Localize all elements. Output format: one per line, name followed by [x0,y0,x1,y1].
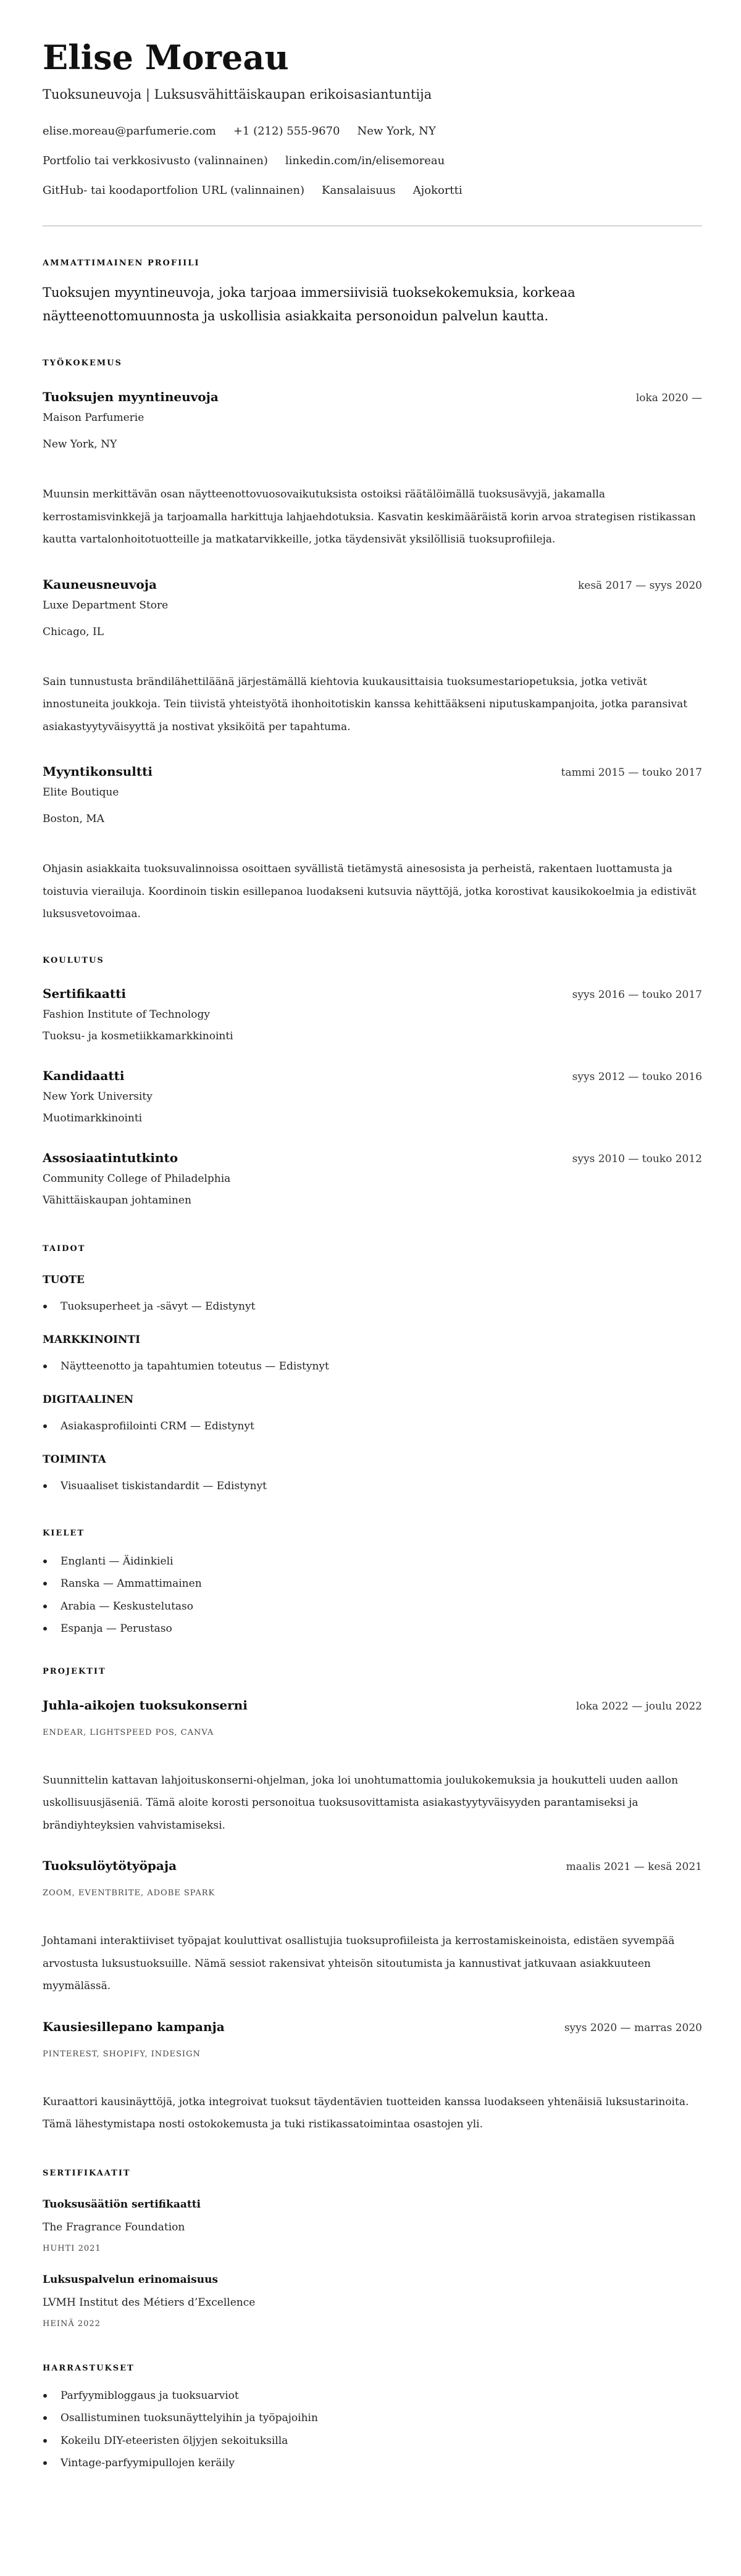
certifications-section [43,2167,702,2332]
skill-category: TOIMINTA [43,1453,106,1466]
project-description: Suunnittelin kattavan lahjoituskonserni-ohjelman, joka loi unohtumattomia joulukokemuksia ja houkutteli uuden aallon uskollisuusjäseniä. Tämä aloite korosti personoitua tuoksusovittamista asiakastyytyväisyyden parantamiseksi ja brändiyhteyksien vahvistamiseksi. [43,1774,679,1832]
contact-row [43,117,702,146]
education-entry [43,1067,702,1129]
project-entry [43,1697,702,1837]
education-header [43,985,702,1002]
job-header [43,388,702,405]
experience-section [43,357,702,926]
skill-item: Näytteenotto ja tapahtumien toteutus — Edistynyt [43,1357,702,1376]
profile-summary: Tuoksujen myyntineuvoja, joka tarjoaa immersiivisiä tuoksekokemuksia, korkeaa näytteenottomuunnosta ja uskollisia asiakkaita personoidun palvelun kautta. [43,285,576,323]
job-location: Chicago, IL [43,625,104,638]
section-heading: AMMATTIMAINEN PROFIILI [43,259,200,268]
project-dates: syys 2020 — marras 2020 [564,2021,702,2034]
language-item: Espanja — Perustaso [43,1618,702,1640]
header-divider [43,225,702,226]
resume-header [43,38,702,226]
school: Community College of Philadelphia [43,1172,231,1185]
project-tech: ZOOM, EVENTBRITE, ADOBE SPARK [43,1888,216,1898]
resume [43,38,702,2475]
education-dates: syys 2016 — touko 2017 [572,988,702,1001]
job-title: Tuoksujen myyntineuvoja [43,389,219,404]
github-link[interactable]: GitHub- tai koodaportfolion URL (valinnainen) [43,184,304,197]
job-description: Ohjasin asiakkaita tuoksuvalinnoissa osoittaen syvällistä tietämystä ainesosista ja perheistä, rakentaen luottamusta ja toistuvia vierailuja. Koordinoin tiskin esillepanoa luodakseni kutsuvia näyttöjä, jotka korostivat kausikokoelmia ja edistivät luksusvetovoimaa. [43,863,697,920]
company: Elite Boutique [43,786,119,799]
certification-title: Luksuspalvelun erinomaisuus [43,2273,218,2286]
project-title: Tuoksulöytötyöpaja [43,1858,177,1873]
skill-category: TUOTE [43,1273,85,1286]
job-entry [43,576,702,739]
project-description: Johtamani interaktiiviset työpajat kouluttivat osallistujia tuoksuprofiileista ja kerrostamiskeinoista, edistäen syvempää arvostusta luksustuoksuille. Nämä sessiot rakensivat yhteisön sitoutumista ja kannustivat jatkuvaan asiakkuuteen myymälässä. [43,1935,675,1992]
skill-item: Asiakasprofiilointi CRM — Edistynyt [43,1417,702,1435]
skill-list [43,1477,702,1495]
project-header [43,2018,702,2035]
languages-section [43,1527,702,1640]
job-location: Boston, MA [43,813,104,825]
email-link[interactable]: elise.moreau@parfumerie.com [43,125,216,138]
project-dates: loka 2022 — joulu 2022 [576,1700,702,1713]
skill-item: Tuoksuperheet ja -sävyt — Edistynyt [43,1297,702,1316]
candidate-name: Elise Moreau [43,38,289,77]
section-heading: TAIDOT [43,1244,86,1253]
location: New York, NY [357,125,436,138]
section-heading: PROJEKTIT [43,1666,106,1676]
job-header [43,763,702,780]
school: Fashion Institute of Technology [43,1008,211,1021]
field-of-study: Vähittäiskaupan johtaminen [43,1194,191,1207]
degree: Sertifikaatti [43,986,126,1001]
project-entry [43,1857,702,1998]
skill-category: MARKKINOINTI [43,1333,141,1346]
projects-section [43,1666,702,2136]
field-of-study: Tuoksu- ja kosmetiikkamarkkinointi [43,1029,233,1042]
job-header [43,576,702,593]
project-description: Kuraattori kausinäyttöjä, jotka integroivat tuoksut täydentävien tuotteiden kanssa luodakseen yhtenäisiä luksustarinoita. Tämä lähestymistapa nosti ostokokemusta ja tuki ristikassatoimintaa osastojen yli. [43,2095,689,2130]
job-entry [43,388,702,551]
job-dates: kesä 2017 — syys 2020 [577,579,702,592]
certification-date: HUHTI 2021 [43,2243,101,2253]
citizenship: Kansalaisuus [322,184,396,197]
job-dates: tammi 2015 — touko 2017 [561,767,702,779]
drivers-license: Ajokortti [412,184,463,197]
job-title: Myyntikonsultti [43,764,153,779]
phone: +1 (212) 555-9670 [233,125,340,138]
job-entry [43,763,702,926]
language-item: Ranska — Ammattimainen [43,1573,702,1595]
section-heading: KOULUTUS [43,955,104,965]
skill-list [43,1297,702,1316]
portfolio-link[interactable]: Portfolio tai verkkosivusto (valinnainen) [43,154,268,167]
language-item: Arabia — Keskustelutaso [43,1595,702,1618]
hobby-item: Vintage-parfyymipullojen keräily [43,2452,702,2475]
skill-list [43,1357,702,1376]
project-title: Juhla-aikojen tuoksukonserni [43,1697,248,1713]
job-title: Kauneusneuvoja [43,576,157,592]
skill-category: DIGITAALINEN [43,1393,134,1406]
project-dates: maalis 2021 — kesä 2021 [566,1861,702,1873]
company: Luxe Department Store [43,599,169,612]
education-entry [43,1149,702,1211]
project-tech: ENDEAR, LIGHTSPEED POS, CANVA [43,1727,214,1737]
company: Maison Parfumerie [43,412,144,424]
section-heading: HARRASTUKSET [43,2363,135,2373]
education-entry [43,985,702,1047]
certification-entry [43,2196,702,2256]
headline: Tuoksuneuvoja | Luksusvähittäiskaupan erikoisasiantuntija [43,87,432,102]
project-entry [43,2018,702,2136]
project-header [43,1857,702,1874]
degree: Assosiaatintutkinto [43,1150,178,1165]
certification-title: Tuoksusäätiön sertifikaatti [43,2198,201,2211]
hobby-item: Osallistuminen tuoksunäyttelyihin ja työpajoihin [43,2407,702,2430]
job-location: New York, NY [43,438,117,451]
skill-list [43,1417,702,1435]
section-heading: TYÖKOKEMUS [43,359,122,368]
linkedin-link[interactable]: linkedin.com/in/elisemoreau [285,154,445,167]
language-item: Englanti — Äidinkieli [43,1550,702,1573]
certification-issuer: The Fragrance Foundation [43,2221,185,2233]
certification-date: HEINÄ 2022 [43,2319,101,2329]
education-section [43,955,702,1211]
contact-row [43,146,702,176]
job-description: Sain tunnustusta brändilähettiläänä järjestämällä kiehtovia kuukausittaisia tuoksumestariopetuksia, jotka vetivät innostuneita joukkoja. Tein tiivistä yhteistyötä ihonhoitotiskin kanssa kehittääkseni niputuskampanjoita, jotka paransivat asiakastyytyväisyyttä ja nostivat yksiköitä per tapahtuma. [43,675,688,733]
project-title: Kausiesillepano kampanja [43,2019,225,2034]
project-header [43,1697,702,1714]
hobby-item: Parfyymibloggaus ja tuoksuarviot [43,2385,702,2408]
section-heading: SERTIFIKAATIT [43,2168,131,2178]
skill-item: Visuaaliset tiskistandardit — Edistynyt [43,1477,702,1495]
contact-row [43,176,702,206]
certification-issuer: LVMH Institut des Métiers d’Excellence [43,2296,256,2309]
education-header [43,1149,702,1166]
degree: Kandidaatti [43,1068,125,1083]
profile-section [43,257,702,328]
job-description: Muunsin merkittävän osan näytteenottovuosovaikutuksista ostoiksi räätälöimällä tuoksusävyjä, jakamalla kerrostamisvinkkejä ja tarjoamalla harkittuja lahjaehdotuksia. Kasvatin keskimääräistä korin arvoa strategisen ristikassan kautta vartalonhoitotuotteille ja matkatarvikkeille, jotka täydensivät yksilöllisiä tuoksuprofiileja. [43,488,696,546]
skills-section [43,1243,702,1495]
project-tech: PINTEREST, SHOPIFY, INDESIGN [43,2049,201,2059]
hobbies-section [43,2362,702,2475]
section-heading: KIELET [43,1528,85,1538]
field-of-study: Muotimarkkinointi [43,1111,143,1124]
education-dates: syys 2010 — touko 2012 [572,1152,702,1165]
contact-info [43,117,702,206]
certification-entry [43,2272,702,2332]
education-dates: syys 2012 — touko 2016 [572,1070,702,1083]
education-header [43,1067,702,1084]
school: New York University [43,1090,153,1103]
job-dates: loka 2020 — [635,392,702,404]
hobby-item: Kokeilu DIY-eteeristen öljyjen sekoituksilla [43,2430,702,2453]
